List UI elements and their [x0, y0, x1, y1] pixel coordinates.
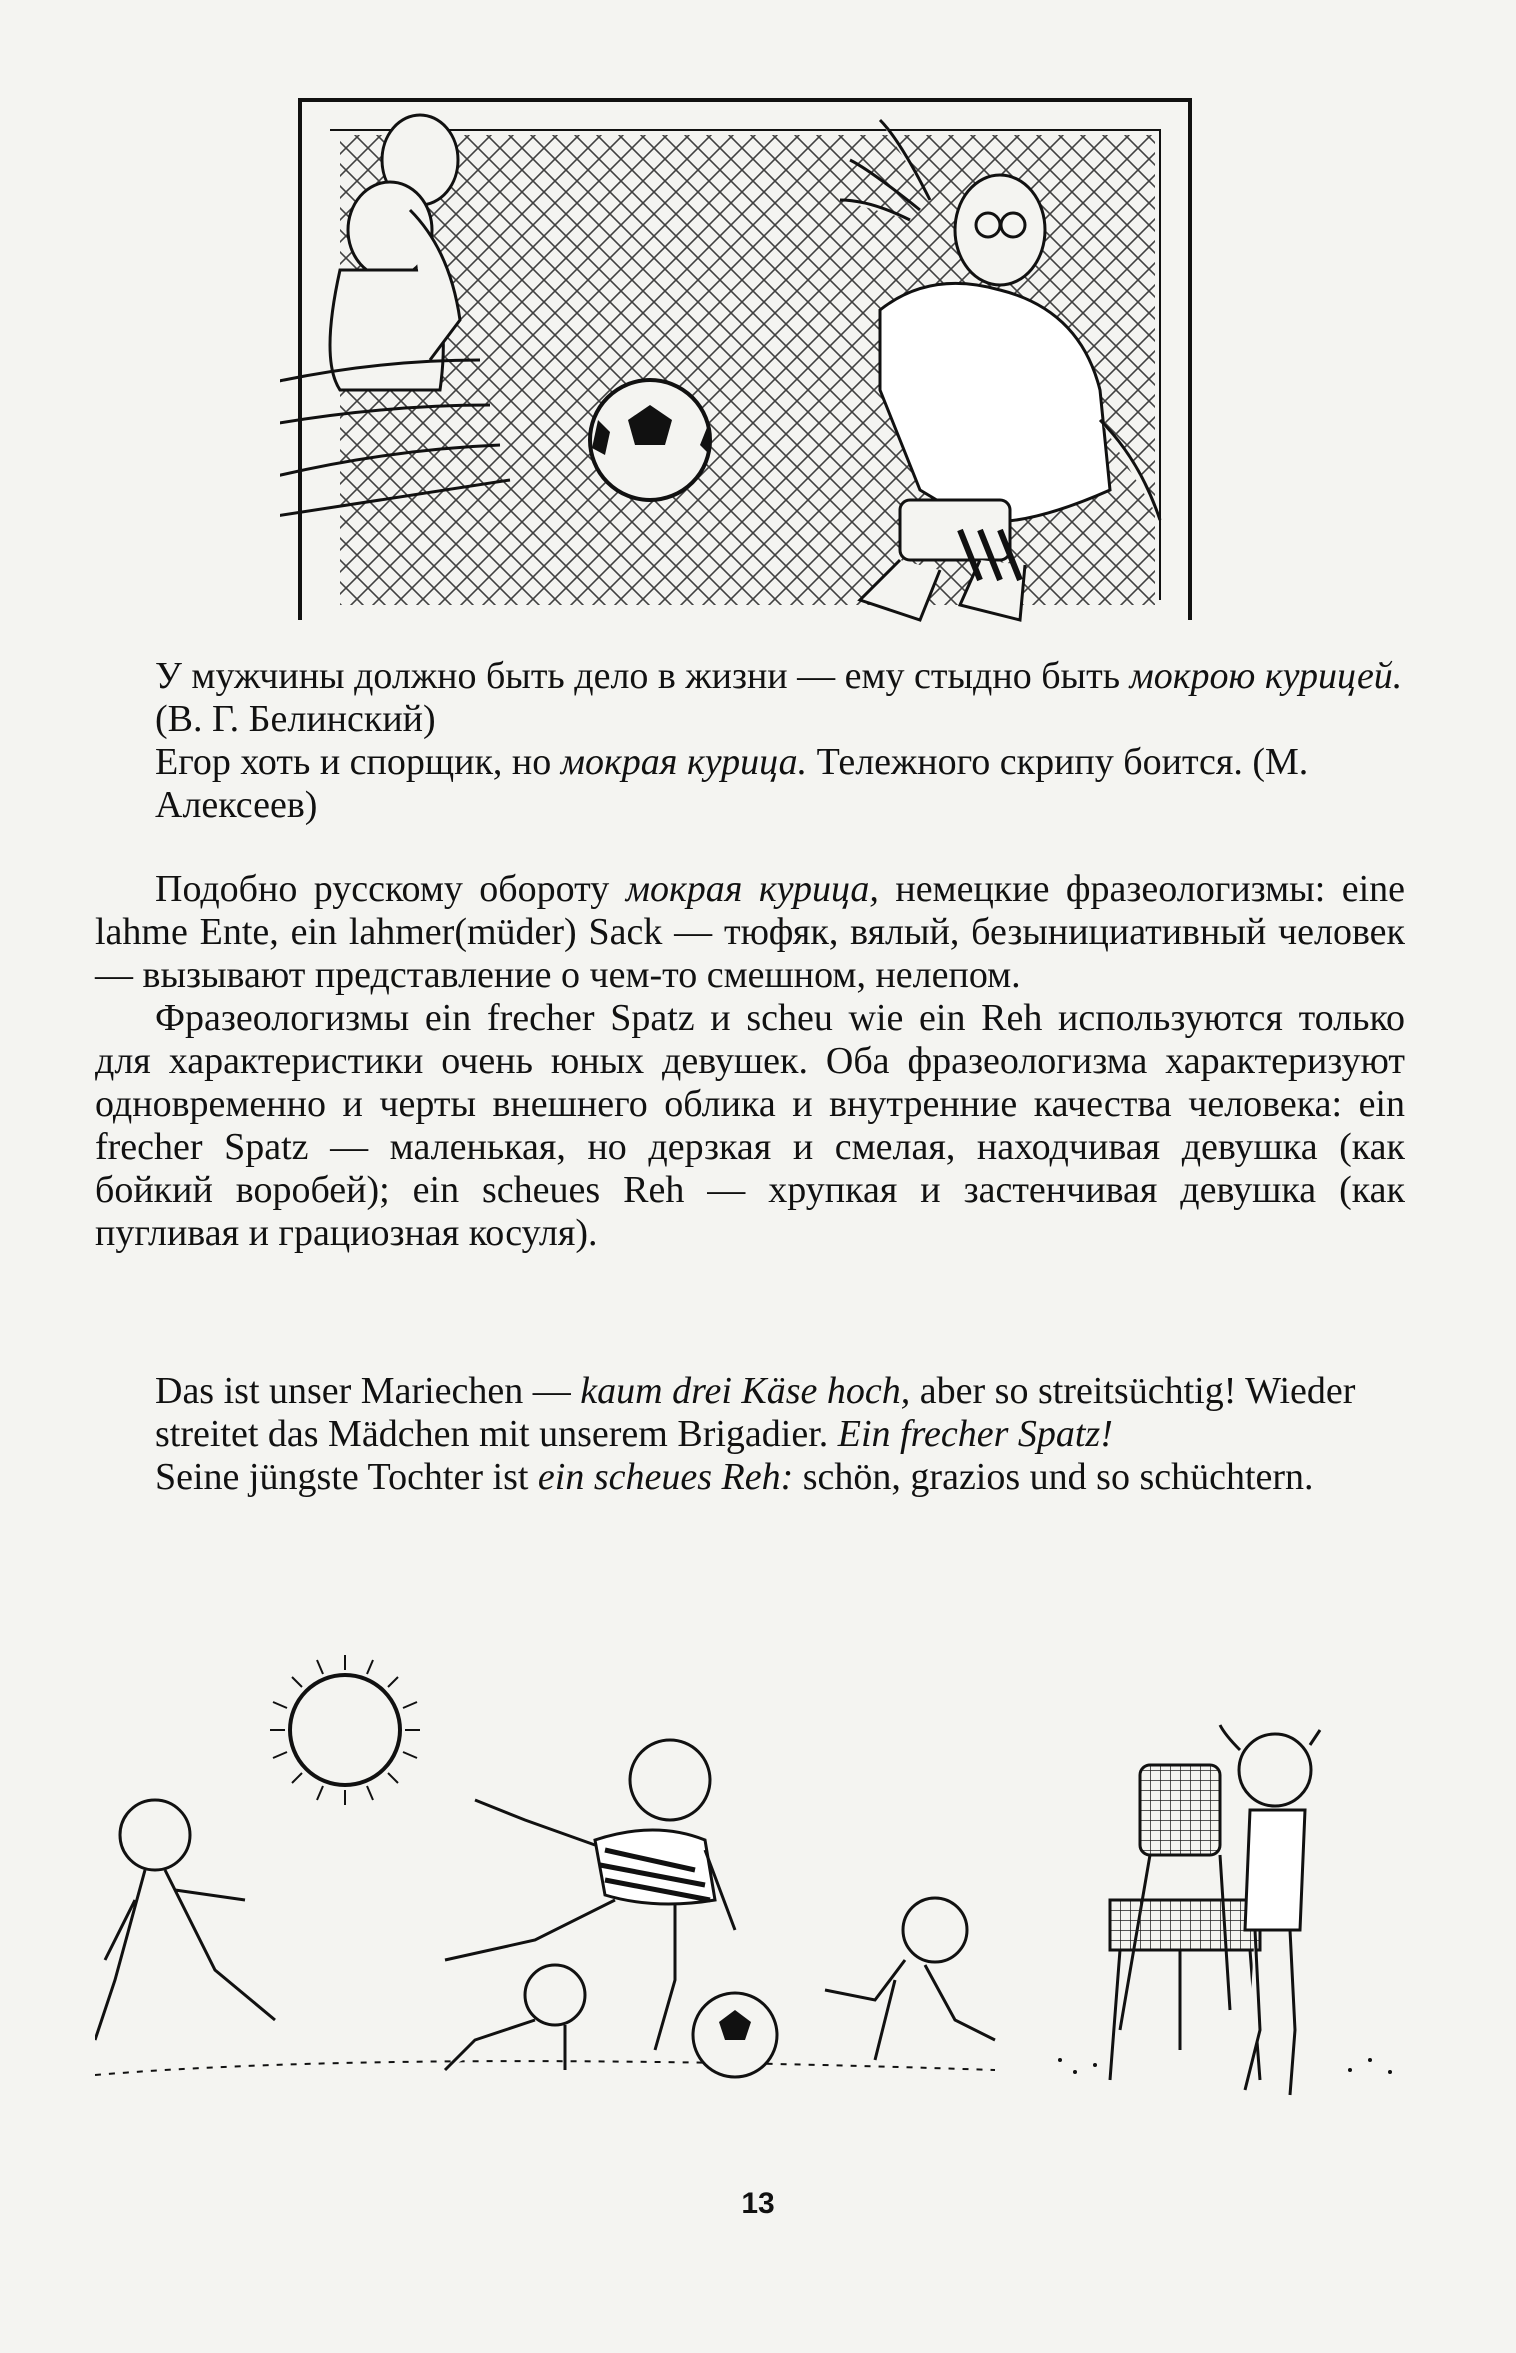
page-number: 13: [741, 2187, 775, 2220]
goalkeeper-illustration: [280, 60, 1220, 630]
girl-on-chair-illustration: [1050, 1700, 1410, 2120]
paragraph-2: Фразеологизмы ein frecher Spatz и scheu wie ein Reh используются только для характеристики очень юных девушек. Оба фразеологизма характеризуют одновременно и черты внешнего облика и внутренние качества человека: ein frecher Spatz — маленькая, но дерзкая и смелая, находчивая девушка (как бойкий воробей); ein scheues Reh — хрупкая и застенчивая девушка (как пугливая и грациозная косуля).: [95, 997, 1405, 1254]
quote-block-1: [155, 655, 1405, 827]
quote-block-2: [155, 1370, 1405, 1499]
paragraph-1: Подобно русскому обороту мокрая курица, немецкие фразеологизмы: eine lahme Ente, ein lahmer(müder) Sack — тюфяк, вялый, безынициативный человек — вызывают представление о чем-то смешном, нелепом.: [95, 868, 1405, 996]
quote-tochter: Seine jüngste Tochter ist ein scheues Reh: schön, grazios und so schüchtern.: [155, 1456, 1314, 1498]
quote-belinsky: У мужчины должно быть дело в жизни — ему стыдно быть мокрою курицей. (В. Г. Белинский): [155, 655, 1403, 740]
children-football-illustration: [95, 1640, 1015, 2110]
main-text: [95, 868, 1405, 1255]
quote-mariechen: Das ist unser Mariechen — kaum drei Käse hoch, aber so streitsüchtig! Wieder streitet das Mädchen mit unserem Brigadier. Ein frecher Spatz!: [155, 1370, 1356, 1455]
quote-alekseev: Егор хоть и спорщик, но мокрая курица. Тележного скрипу боится. (М. Алексеев): [155, 741, 1309, 826]
